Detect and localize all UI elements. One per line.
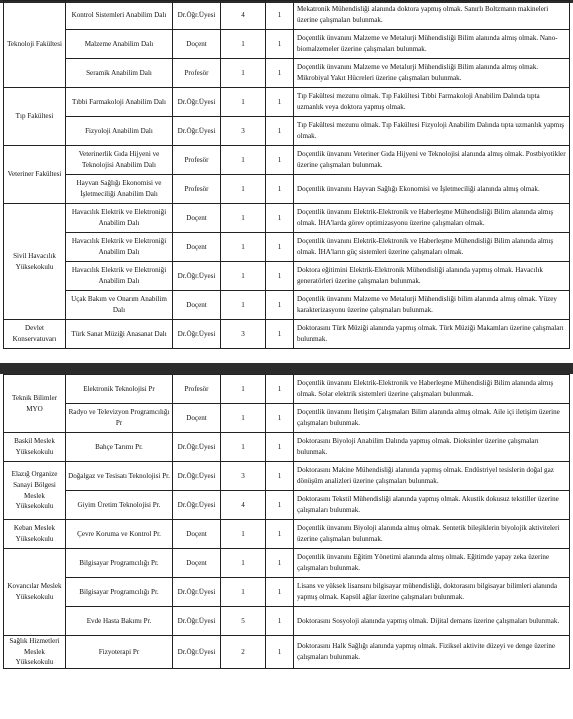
position-count-cell: 1 [221, 433, 266, 462]
academic-title-cell: Dr.Öğr.Üyesi [173, 607, 221, 636]
department-cell: Tıbbi Farmakoloji Anabilim Dalı [66, 88, 173, 117]
academic-title-cell: Doçent [173, 291, 221, 320]
table-row [4, 117, 570, 146]
table-row [4, 1, 570, 30]
requirements-cell: Doçentlik ünvanını Elektrik-Elektronik ve Haberleşme Mühendisliği Bilim alanında almış olmak. İHA'larda görev optimizasyonu üzerine çalışmaları olmak. [294, 204, 570, 233]
quota-cell: 1 [266, 520, 294, 549]
requirements-cell: Doktorasını Makine Mühendisliği alanında yapmış olmak. Endüstriyel tesislerin doğal gaz dönüşüm analizleri üzerine çalışmaları bulunmak. [294, 462, 570, 491]
quota-cell: 1 [266, 262, 294, 291]
academic-title-cell: Dr.Öğr.Üyesi [173, 433, 221, 462]
unit-name-cell: Teknik Bilimler MYO [4, 375, 66, 433]
page-separator [0, 363, 573, 374]
requirements-cell: Doktorasını Biyoloji Anabilim Dalında yapmış olmak. Dioksinler üzerine çalışmaları bulunmak. [294, 433, 570, 462]
requirements-cell: Doktorasını Tekstil Mühendisliği alanında yapmış olmak. Akustik dokusuz tekstiller üzerine çalışmaları bulunmak. [294, 491, 570, 520]
department-cell: Radyo ve Televizyon Programcılığı Pr [66, 404, 173, 433]
position-count-cell: 1 [221, 404, 266, 433]
table-row [4, 59, 570, 88]
position-count-cell: 1 [221, 30, 266, 59]
quota-cell: 1 [266, 636, 294, 669]
table-row [4, 320, 570, 349]
quota-cell: 1 [266, 88, 294, 117]
table-row [4, 175, 570, 204]
unit-name-cell: Devlet Konservatuvarı [4, 320, 66, 349]
position-count-cell: 3 [221, 117, 266, 146]
position-count-cell: 1 [221, 88, 266, 117]
table-row [4, 146, 570, 175]
position-count-cell: 1 [221, 146, 266, 175]
academic-title-cell: Dr.Öğr.Üyesi [173, 117, 221, 146]
department-cell: Türk Sanat Müziği Anasanat Dalı [66, 320, 173, 349]
quota-cell: 1 [266, 117, 294, 146]
position-count-cell: 5 [221, 607, 266, 636]
table-row [4, 375, 570, 404]
faculty-positions-table [3, 0, 570, 349]
academic-title-cell: Dr.Öğr.Üyesi [173, 636, 221, 669]
vocational-school-positions-table [3, 374, 570, 669]
requirements-cell: Doçentlik ünvanını Biyoloji alanında almış olmak. Sentetik bileşiklerin biyolojik aktiviteleri üzerine çalışmaları bulunmak. [294, 520, 570, 549]
department-cell: Fizyoterapi Pr [66, 636, 173, 669]
quota-cell: 1 [266, 1, 294, 30]
department-cell: Bahçe Tarımı Pr. [66, 433, 173, 462]
position-count-cell: 2 [221, 636, 266, 669]
table-row [4, 607, 570, 636]
position-count-cell: 3 [221, 320, 266, 349]
position-count-cell: 1 [221, 375, 266, 404]
quota-cell: 1 [266, 320, 294, 349]
quota-cell: 1 [266, 549, 294, 578]
requirements-cell: Doktorasını Halk Sağlığı alanında yapmış olmak. Fiziksel aktivite düzeyi ve denge üzerine çalışmaları bulunmak. [294, 636, 570, 669]
position-count-cell: 3 [221, 462, 266, 491]
department-cell: Doğalgaz ve Tesisatı Teknolojisi Pr. [66, 462, 173, 491]
position-count-cell: 1 [221, 262, 266, 291]
department-cell: Veterinerlik Gıda Hijyeni ve Teknolojisi Anabilim Dalı [66, 146, 173, 175]
academic-title-cell: Doçent [173, 204, 221, 233]
department-cell: Uçak Bakım ve Onarım Anabilim Dalı [66, 291, 173, 320]
quota-cell: 1 [266, 433, 294, 462]
table-row [4, 404, 570, 433]
academic-title-cell: Doçent [173, 404, 221, 433]
unit-name-cell: Sivil Havacılık Yüksekokulu [4, 204, 66, 320]
quota-cell: 1 [266, 175, 294, 204]
academic-title-cell: Dr.Öğr.Üyesi [173, 88, 221, 117]
position-count-cell: 1 [221, 291, 266, 320]
table-row [4, 291, 570, 320]
position-count-cell: 4 [221, 491, 266, 520]
unit-name-cell: Veteriner Fakültesi [4, 146, 66, 204]
requirements-cell: Doçentlik ünvanını İletişim Çalışmaları Bilim alanında almış olmak. Aile içi iletişim üzerine çalışmaları bulunmak. [294, 404, 570, 433]
requirements-cell: Doçentlik ünvanını Eğitim Yönetimi alanında almış olmak. Eğitimde yapay zeka üzerine çalışmaları bulunmak. [294, 549, 570, 578]
table-row [4, 462, 570, 491]
department-cell: Çevre Koruma ve Kontrol Pr. [66, 520, 173, 549]
quota-cell: 1 [266, 146, 294, 175]
academic-title-cell: Doçent [173, 549, 221, 578]
department-cell: Havacılık Elektrik ve Elektroniği Anabilim Dalı [66, 204, 173, 233]
position-count-cell: 1 [221, 520, 266, 549]
academic-title-cell: Dr.Öğr.Üyesi [173, 491, 221, 520]
requirements-cell: Doçentlik ünvanını Malzeme ve Metalurji Mühendisliği Bilim alanında almış olmak. Nano-biomalzemeler üzerine çalışmaları bulunmak. [294, 30, 570, 59]
department-cell: Malzeme Anabilim Dalı [66, 30, 173, 59]
academic-title-cell: Dr.Öğr.Üyesi [173, 262, 221, 291]
position-count-cell: 1 [221, 59, 266, 88]
table-row [4, 30, 570, 59]
table-row [4, 433, 570, 462]
requirements-cell: Tıp Fakültesi mezunu olmak. Tıp Fakültesi Tıbbi Farmakoloji Anabilim Dalında tıpta uzmanlık veya doktora yapmış olmak. [294, 88, 570, 117]
quota-cell: 1 [266, 491, 294, 520]
academic-title-cell: Dr.Öğr.Üyesi [173, 578, 221, 607]
quota-cell: 1 [266, 204, 294, 233]
unit-name-cell: Elazığ Organize Sanayi Bölgesi Meslek Yüksekokulu [4, 462, 66, 520]
position-count-cell: 1 [221, 578, 266, 607]
requirements-cell: Doktorasını Türk Müziği alanında yapmış olmak. Türk Müziği Makamları üzerine çalışmaları bulunmak. [294, 320, 570, 349]
academic-title-cell: Profesör [173, 146, 221, 175]
unit-name-cell: Sağlık Hizmetleri Meslek Yüksekokulu [4, 636, 66, 669]
requirements-cell: Doçentlik ünvanını Veteriner Gıda Hijyeni ve Teknolojisi alanında almış olmak. Postbiyotikler üzerine çalışmaları bulunmak. [294, 146, 570, 175]
table-row [4, 636, 570, 669]
position-count-cell: 1 [221, 175, 266, 204]
requirements-cell: Tıp Fakültesi mezunu olmak. Tıp Fakültesi Fizyoloji Anabilim Dalında tıpta uzmanlık yapmış olmak. [294, 117, 570, 146]
department-cell: Havacılık Elektrik ve Elektroniği Anabilim Dalı [66, 262, 173, 291]
position-count-cell: 4 [221, 1, 266, 30]
academic-title-cell: Profesör [173, 375, 221, 404]
table-row [4, 262, 570, 291]
table-row [4, 578, 570, 607]
quota-cell: 1 [266, 607, 294, 636]
unit-name-cell: Tıp Fakültesi [4, 88, 66, 146]
unit-name-cell: Keban Meslek Yüksekokulu [4, 520, 66, 549]
academic-title-cell: Doçent [173, 520, 221, 549]
requirements-cell: Mekatronik Mühendisliği alanında doktora yapmış olmak. Sanırlı Boltzmann makineleri üzerine çalışmaları bulunmak. [294, 1, 570, 30]
department-cell: Seramik Anabilim Dalı [66, 59, 173, 88]
table-row [4, 88, 570, 117]
department-cell: Elektronik Teknolojisi Pr [66, 375, 173, 404]
table-row [4, 549, 570, 578]
requirements-cell: Doçentlik ünvanını Malzeme ve Metalurji Mühendisliği Bilim alanında almış olmak. Mikrobiyal Yakıt Hücreleri üzerine çalışmaları bulunmak. [294, 59, 570, 88]
position-count-cell: 1 [221, 204, 266, 233]
department-cell: Giyim Üretim Teknolojisi Pr. [66, 491, 173, 520]
requirements-cell: Doçentlik ünvanını Hayvan Sağlığı Ekonomisi ve İşletmeciliği alanında almış olmak. [294, 175, 570, 204]
department-cell: Bilgisayar Programcılığı Pr. [66, 578, 173, 607]
academic-title-cell: Dr.Öğr.Üyesi [173, 320, 221, 349]
table-row [4, 204, 570, 233]
requirements-cell: Doktorasını Sosyoloji alanında yapmış olmak. Dijital demans üzerine çalışmaları bulunmak. [294, 607, 570, 636]
quota-cell: 1 [266, 291, 294, 320]
unit-name-cell: Kovancılar Meslek Yüksekokulu [4, 549, 66, 636]
unit-name-cell: Teknoloji Fakültesi [4, 1, 66, 88]
quota-cell: 1 [266, 59, 294, 88]
requirements-cell: Lisans ve yüksek lisansını bilgisayar mühendisliği, doktorasını bilgisayar bilimleri alanında yapmış olmak. Kapsül ağlar üzerine çalışmaları bulunmak. [294, 578, 570, 607]
academic-title-cell: Dr.Öğr.Üyesi [173, 1, 221, 30]
table-row [4, 233, 570, 262]
department-cell: Hayvan Sağlığı Ekonomisi ve İşletmeciliği Anabilim Dalı [66, 175, 173, 204]
academic-title-cell: Doçent [173, 30, 221, 59]
quota-cell: 1 [266, 462, 294, 491]
requirements-cell: Doçentlik ünvanını Elektrik-Elektronik ve Haberleşme Mühendisliği Bilim alanında almış olmak. Solar elektrik sistemleri üzerine çalışmaları bulunmak. [294, 375, 570, 404]
unit-name-cell: Baskil Meslek Yüksekokulu [4, 433, 66, 462]
academic-title-cell: Dr.Öğr.Üyesi [173, 462, 221, 491]
department-cell: Havacılık Elektrik ve Elektroniği Anabilim Dalı [66, 233, 173, 262]
requirements-cell: Doçentlik ünvanını Elektrik-Elektronik ve Haberleşme Mühendisliği Bilim alanında almış olmak. İHA'ların güç sistemleri üzerine çalışmaları olmak. [294, 233, 570, 262]
table-row [4, 491, 570, 520]
academic-title-cell: Doçent [173, 233, 221, 262]
department-cell: Fizyoloji Anabilim Dalı [66, 117, 173, 146]
quota-cell: 1 [266, 30, 294, 59]
requirements-cell: Doktora eğitimini Elektrik-Elektronik Mühendisliği alanında yapmış olmak. Havacılık generatörleri üzerine çalışmaları bulunmak. [294, 262, 570, 291]
quota-cell: 1 [266, 578, 294, 607]
table-row [4, 520, 570, 549]
quota-cell: 1 [266, 404, 294, 433]
academic-title-cell: Profesör [173, 175, 221, 204]
position-count-cell: 1 [221, 549, 266, 578]
requirements-cell: Doçentlik ünvanını Malzeme ve Metalurji Mühendisliği bilim alanında almış olmak. Yüzey karakterizasyonu üzerine çalışmaları bulunmak. [294, 291, 570, 320]
department-cell: Kontrol Sistemleri Anabilim Dalı [66, 1, 173, 30]
department-cell: Evde Hasta Bakımı Pr. [66, 607, 173, 636]
position-count-cell: 1 [221, 233, 266, 262]
department-cell: Bilgisayar Programcılığı Pr. [66, 549, 173, 578]
academic-title-cell: Profesör [173, 59, 221, 88]
quota-cell: 1 [266, 375, 294, 404]
quota-cell: 1 [266, 233, 294, 262]
